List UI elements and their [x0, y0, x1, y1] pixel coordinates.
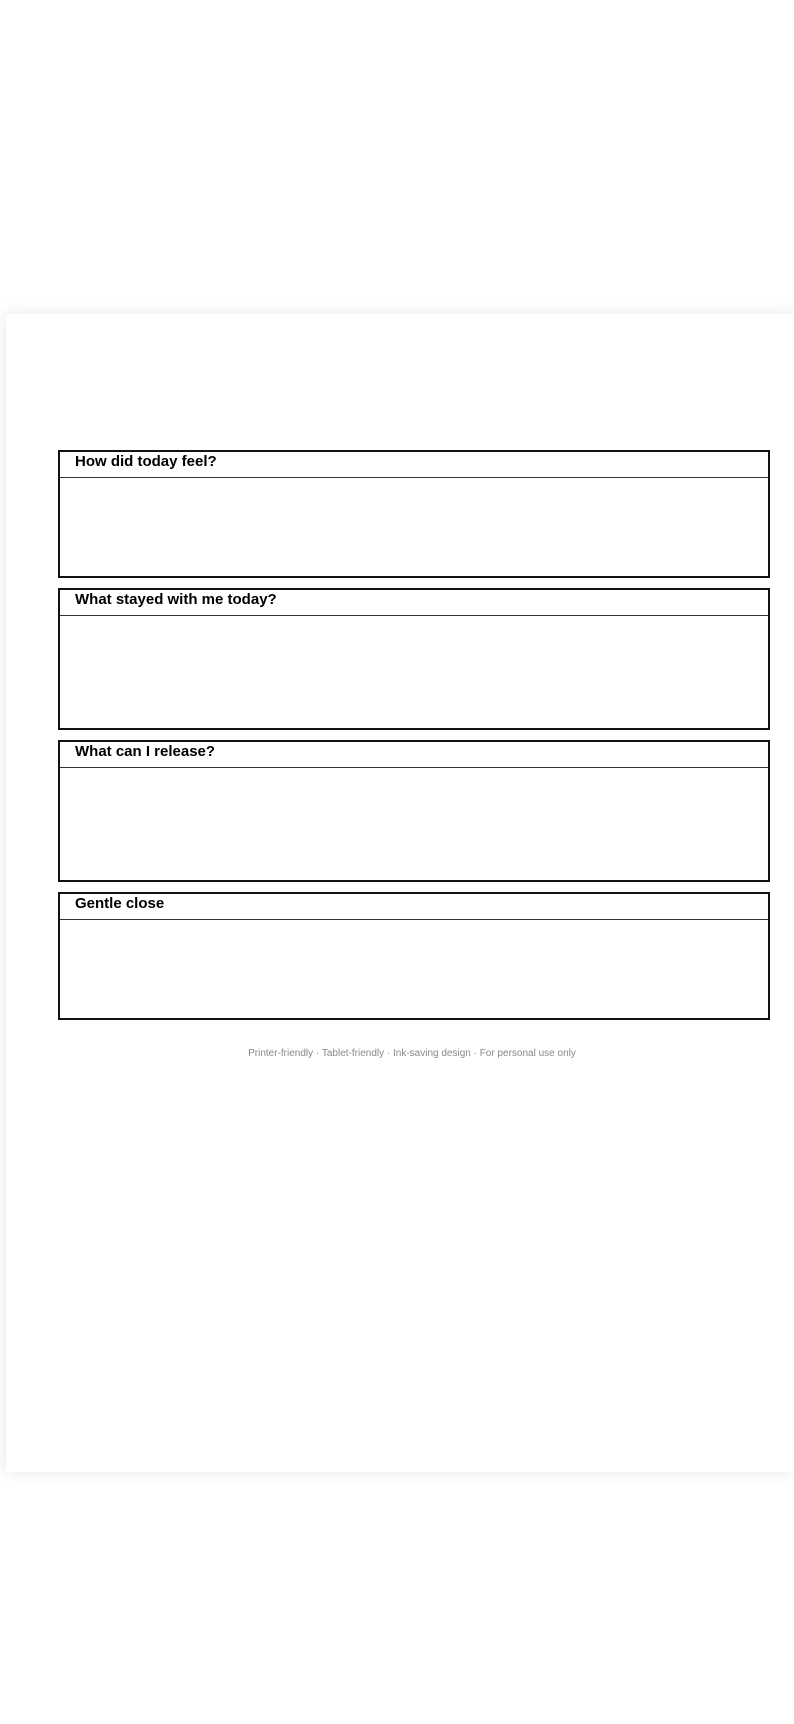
- section-heading: What can I release?: [60, 742, 768, 768]
- writing-area[interactable]: [60, 768, 768, 880]
- section-stayed-with-me: [58, 588, 770, 730]
- section-release: [58, 740, 770, 882]
- page-footer: Printer-friendly · Tablet-friendly · Ink-saving design · For personal use only: [248, 1048, 576, 1059]
- printable-page: [6, 314, 794, 1472]
- section-gentle-close: [58, 892, 770, 1020]
- writing-area[interactable]: [60, 616, 768, 728]
- section-today-feel: [58, 450, 770, 578]
- section-heading: Gentle close: [60, 894, 768, 920]
- section-heading: How did today feel?: [60, 452, 768, 478]
- writing-area[interactable]: [60, 478, 768, 576]
- section-heading: What stayed with me today?: [60, 590, 768, 616]
- writing-area[interactable]: [60, 920, 768, 1018]
